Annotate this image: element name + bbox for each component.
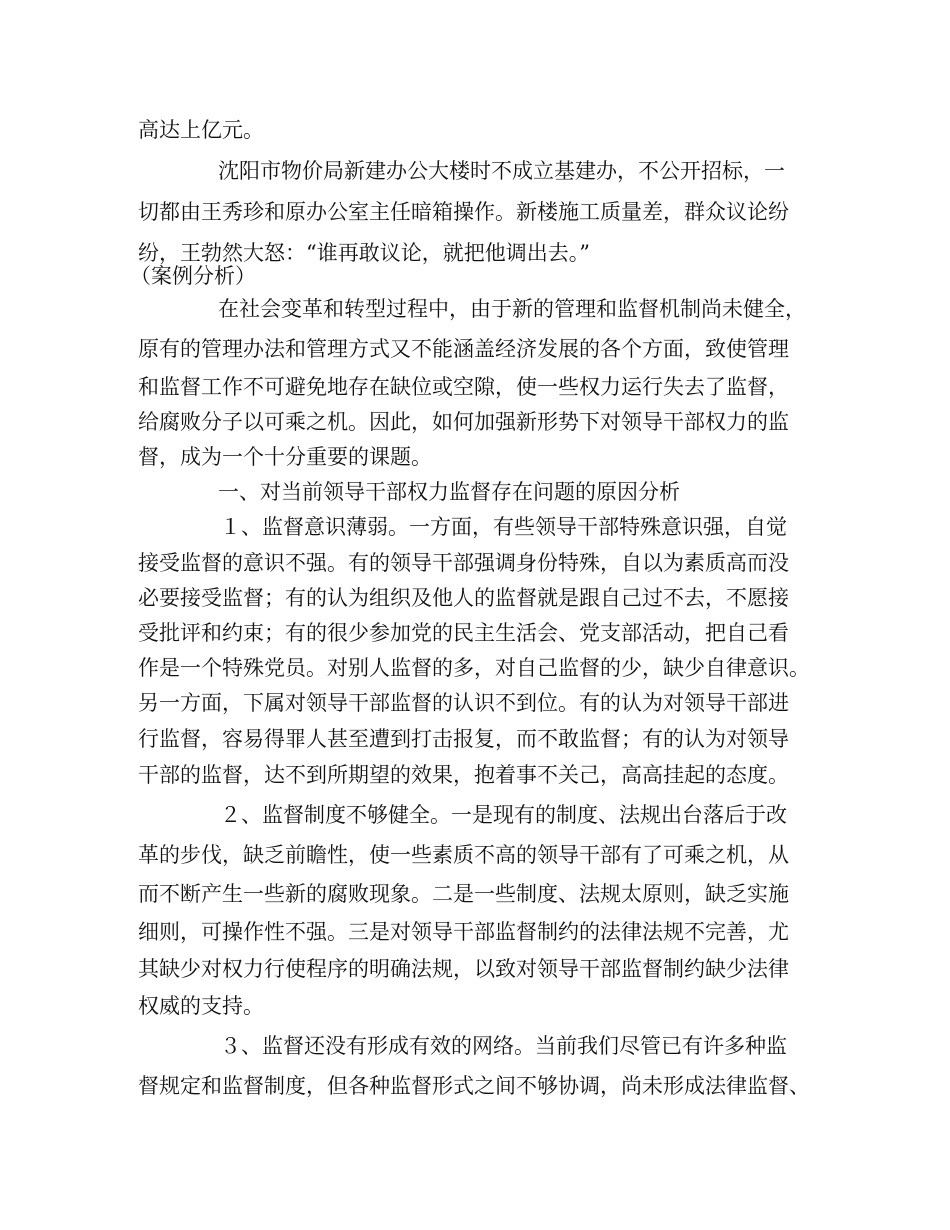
text-line: 和监督工作不可避免地存在缺位或空隙，使一些权力运行失去了监督，	[138, 375, 789, 399]
text-line: 权威的支持。	[138, 994, 264, 1018]
text-line: 细则，可操作性不强。三是对领导干部监督制约的法律法规不完善，尤	[138, 920, 789, 944]
text-line: 行监督，容易得罪人甚至遭到打击报复，而不敢监督；有的认为对领导	[138, 727, 789, 751]
text-line: 在社会变革和转型过程中，由于新的管理和监督机制尚未健全，	[218, 297, 806, 321]
text-line: 督，成为一个十分重要的课题。	[138, 445, 432, 469]
text-line: 切都由王秀珍和原办公室主任暗箱操作。新楼施工质量差，群众议论纷	[138, 200, 789, 224]
text-line: １、监督意识薄弱。一方面，有些领导干部特殊意识强，自觉	[220, 515, 787, 539]
text-line: 沈阳市物价局新建办公大楼时不成立基建办，不公开招标，一	[218, 159, 785, 183]
text-line: 纷，王勃然大怒：“谁再敢议论，就把他调出去。”	[138, 241, 590, 265]
text-line: 必要接受监督；有的认为组织及他人的监督就是跟自己过不去，不愿接	[138, 586, 789, 610]
section-label: （案例分析）	[130, 264, 256, 288]
text-line: 接受监督的意识不强。有的领导干部强调身份特殊，自以为素质高而没	[138, 551, 789, 575]
text-line: 而不断产生一些新的腐败现象。二是一些制度、法规太原则，缺乏实施	[138, 882, 789, 906]
text-line: 受批评和约束；有的很少参加党的民主生活会、党支部活动，把自己看	[138, 621, 789, 645]
text-line: 另一方面，下属对领导干部监督的认识不到位。有的认为对领导干部进	[138, 691, 789, 715]
text-line: 原有的管理办法和管理方式又不能涵盖经济发展的各个方面，致使管理	[138, 337, 789, 361]
text-line: 其缺少对权力行使程序的明确法规，以致对领导干部监督制约缺少法律	[138, 957, 789, 981]
text-line: ３、监督还没有形成有效的网络。当前我们尽管已有许多种监	[220, 1034, 787, 1058]
text-line: ２、监督制度不够健全。一是现有的制度、法规出台落后于改	[220, 803, 787, 827]
text-line: 革的步伐，缺乏前瞻性，使一些素质不高的领导干部有了可乘之机，从	[138, 843, 789, 867]
text-line: 督规定和监督制度，但各种监督形式之间不够协调，尚未形成法律监督、	[138, 1074, 810, 1098]
text-line: 作是一个特殊党员。对别人监督的多，对自己监督的少，缺少自律意识。	[138, 656, 810, 680]
text-line: 高达上亿元。	[138, 118, 264, 142]
text-line: 干部的监督，达不到所期望的效果，抱着事不关己，高高挂起的态度。	[138, 763, 789, 787]
text-line: 给腐败分子以可乘之机。因此，如何加强新形势下对领导干部权力的监	[138, 410, 789, 434]
section-heading: 一、对当前领导干部权力监督存在问题的原因分析	[218, 480, 680, 504]
